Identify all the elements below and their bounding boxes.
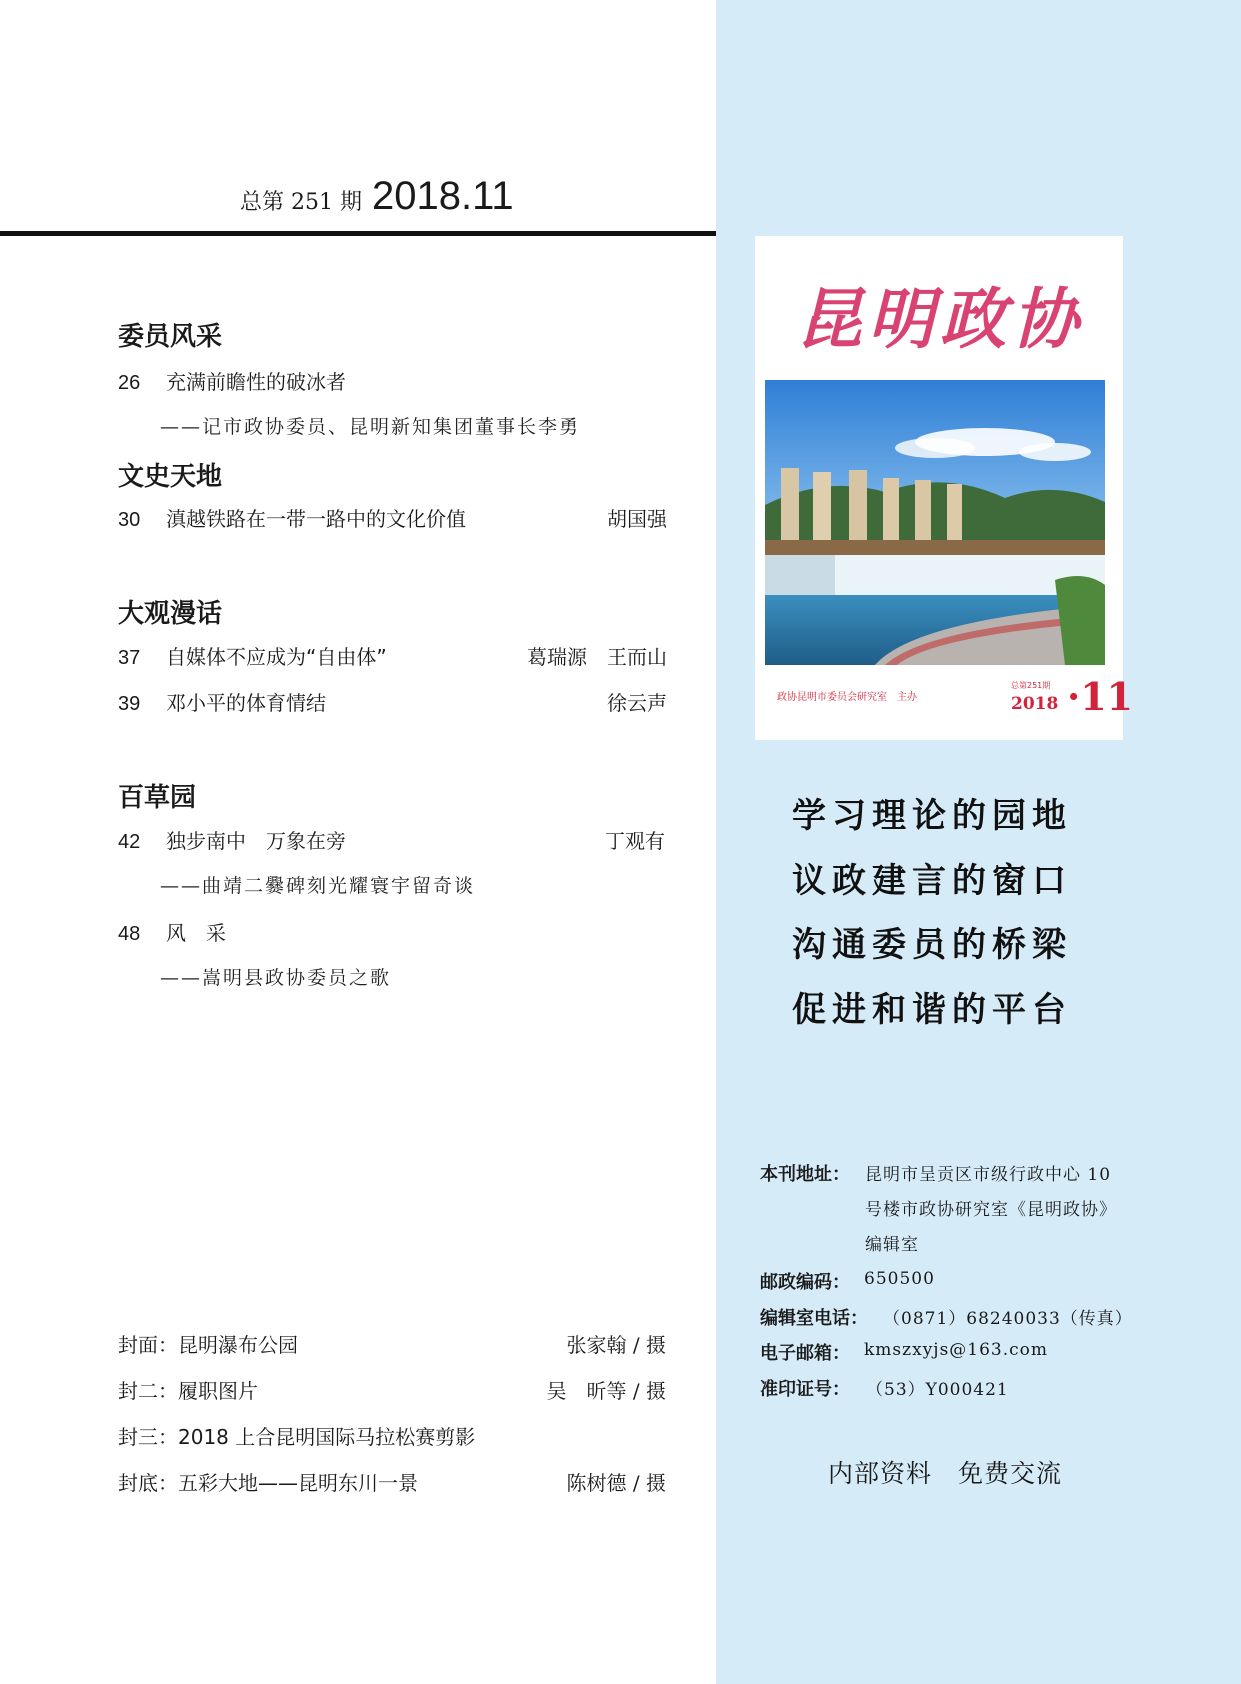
credit-front-cover: 封面：昆明瀑布公园 bbox=[118, 1333, 298, 1357]
toc-title: 自媒体不应成为“自由体” bbox=[166, 645, 387, 669]
phone-value: （0871）68240033（传真） bbox=[883, 1309, 1133, 1329]
cover-year: 2018 bbox=[1011, 694, 1059, 714]
cover-thumbnail bbox=[755, 236, 1134, 740]
credit-author: 吴 昕等 / 摄 bbox=[546, 1379, 666, 1403]
email-label: 电子邮箱： bbox=[760, 1343, 850, 1364]
toc-page: 48 bbox=[118, 923, 141, 945]
credit-author: 张家翰 / 摄 bbox=[566, 1333, 666, 1357]
address-line: 编辑室 bbox=[865, 1235, 919, 1255]
slogan: 议政建言的窗口 bbox=[792, 861, 1072, 901]
cover-title: 昆明政协 bbox=[796, 280, 1084, 358]
toc-page: 37 bbox=[118, 647, 141, 669]
toc-title: 独步南中 万象在旁 bbox=[166, 829, 346, 853]
toc-title: 滇越铁路在一带一路中的文化价值 bbox=[166, 507, 466, 531]
cover-organizer: 政协昆明市委员会研究室 主办 bbox=[777, 692, 917, 703]
toc-author: 胡国强 bbox=[607, 507, 667, 531]
toc-title: 充满前瞻性的破冰者 bbox=[166, 370, 346, 394]
section-title: 百草园 bbox=[118, 783, 197, 813]
toc-item[interactable] bbox=[118, 641, 387, 670]
postcode-value: 650500 bbox=[864, 1269, 935, 1289]
permit-value: （53）Y000421 bbox=[866, 1380, 1009, 1400]
toc-subtitle: ——嵩明县政协委员之歌 bbox=[160, 967, 392, 989]
toc-title: 风 采 bbox=[166, 921, 226, 945]
cover-month: ·11 bbox=[1067, 674, 1134, 719]
slogan: 促进和谐的平台 bbox=[792, 990, 1072, 1030]
issue-header bbox=[240, 174, 514, 224]
toc-item[interactable] bbox=[118, 503, 466, 532]
header-rule bbox=[0, 231, 716, 236]
toc-item[interactable] bbox=[118, 687, 326, 716]
toc-page: 39 bbox=[118, 693, 141, 715]
footer-note: 内部资料 免费交流 bbox=[828, 1459, 1063, 1488]
address-line: 号楼市政协研究室《昆明政协》 bbox=[865, 1200, 1117, 1220]
toc-item[interactable] bbox=[118, 917, 226, 946]
section-title: 委员风采 bbox=[118, 322, 223, 352]
address-line: 昆明市呈贡区市级行政中心 10 bbox=[865, 1165, 1112, 1185]
postcode-label: 邮政编码： bbox=[760, 1272, 850, 1293]
credit-author: 陈树德 / 摄 bbox=[566, 1471, 666, 1495]
toc-page: 42 bbox=[118, 831, 141, 853]
address-label: 本刊地址： bbox=[760, 1164, 850, 1185]
section-title: 文史天地 bbox=[118, 462, 223, 492]
email-value[interactable]: kmszxyjs@163.com bbox=[864, 1340, 1049, 1360]
toc-page: 26 bbox=[118, 372, 141, 394]
phone-label: 编辑室电话： bbox=[760, 1308, 868, 1329]
toc-author: 葛瑞源 王而山 bbox=[527, 645, 667, 669]
toc-subtitle: ——曲靖二爨碑刻光耀寰宇留奇谈 bbox=[160, 875, 476, 897]
toc-title: 邓小平的体育情结 bbox=[166, 691, 326, 715]
issue-total: 总第 251 期 bbox=[240, 190, 362, 215]
permit-label: 准印证号： bbox=[760, 1379, 850, 1400]
toc-page: 30 bbox=[118, 509, 141, 531]
toc-author: 徐云声 bbox=[607, 691, 667, 715]
slogan: 沟通委员的桥梁 bbox=[792, 925, 1072, 965]
section-title: 大观漫话 bbox=[118, 599, 223, 629]
cover-issue-number: 总第251期 bbox=[1011, 681, 1051, 690]
toc-author: 丁观有 bbox=[605, 829, 665, 853]
credit-inside-back: 封三：2018 上合昆明国际马拉松赛剪影 bbox=[118, 1425, 476, 1449]
issue-date: 2018.11 bbox=[371, 174, 514, 218]
credit-back-cover: 封底：五彩大地——昆明东川一景 bbox=[118, 1471, 418, 1495]
credit-inside-front: 封二：履职图片 bbox=[118, 1379, 258, 1403]
cover-photo bbox=[765, 380, 1105, 665]
toc-item[interactable] bbox=[118, 366, 346, 395]
toc-subtitle: ——记市政协委员、昆明新知集团董事长李勇 bbox=[160, 416, 581, 438]
toc-item[interactable] bbox=[118, 825, 346, 854]
slogan: 学习理论的园地 bbox=[792, 796, 1072, 836]
waterfall-photo-icon bbox=[765, 380, 1105, 665]
